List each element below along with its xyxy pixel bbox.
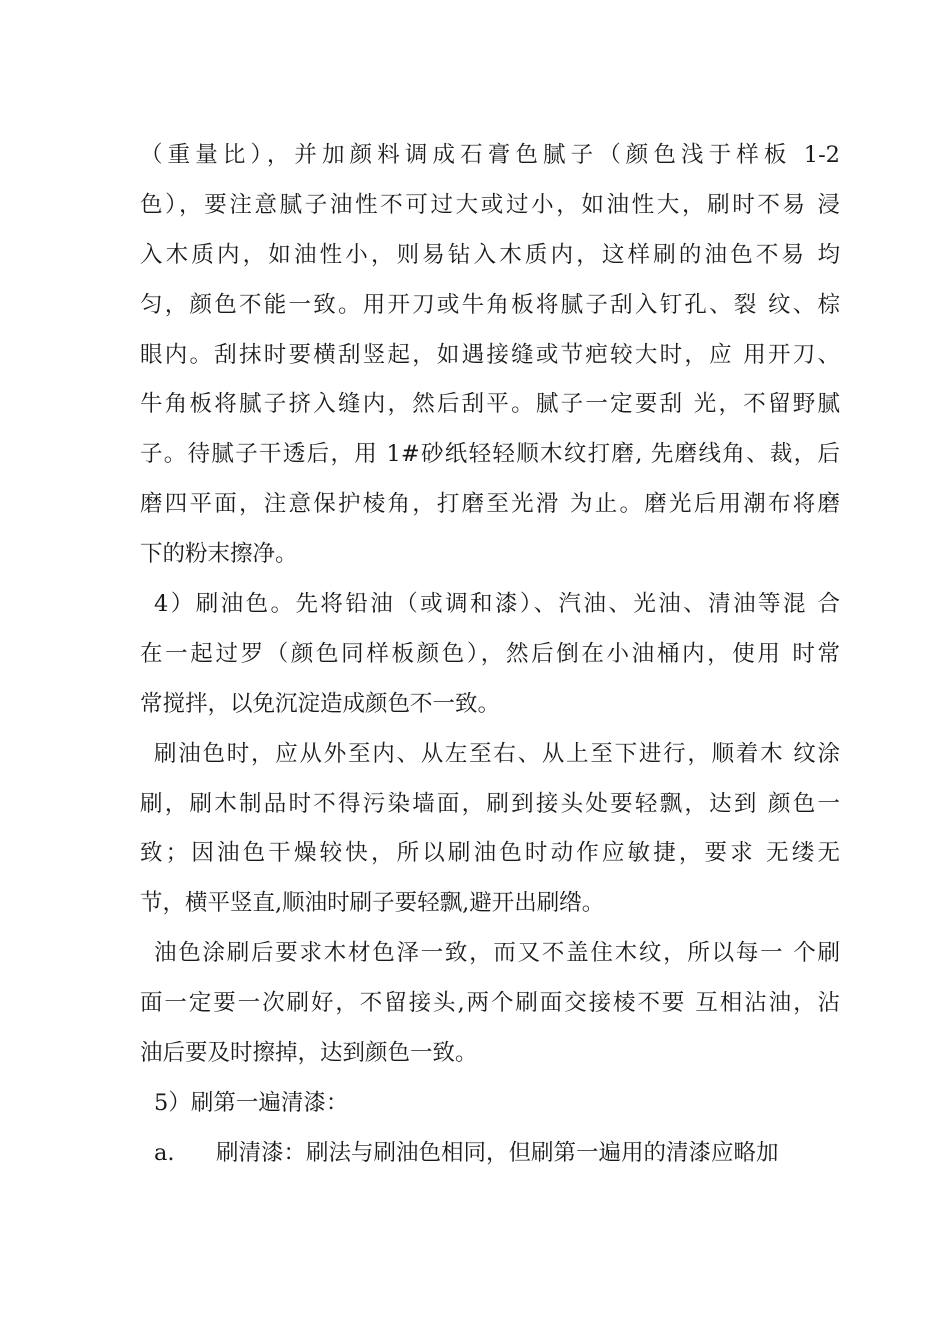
text-line: 面一定要一次刷好，不留接头,两个刷面交接棱不要 互相沾油，沾 <box>140 990 840 1017</box>
text-line: 匀，颜色不能一致。用开刀或牛角板将腻子刮入钉孔、裂 纹、棕 <box>140 291 840 318</box>
paragraph-heading-4: 4）刷油色。先将铅油（或调和漆）、汽油、光油、清油等混 合 <box>154 591 840 618</box>
text-line: 刷，刷木制品时不得污染墙面，刷到接头处要轻飘，达到 颜色一 <box>140 790 840 817</box>
text-line: 常搅拌，以免沉淀造成颜色不一致。 <box>140 690 501 717</box>
text-line: 致；因油色干燥较快，所以刷油色时动作应敏捷，要求 无缕无 <box>140 840 840 867</box>
paragraph-heading-5: 5）刷第一遍清漆： <box>154 1089 349 1116</box>
text-line: 节，横平竖直,顺油时刷子要轻飘,避开出刷绺。 <box>140 890 605 917</box>
text-line: 牛角板将腻子挤入缝内，然后刮平。腻子一定要刮 光，不留野腻 <box>140 391 840 418</box>
text-line: 油后要及时擦掉，达到颜色一致。 <box>140 1040 478 1067</box>
document-body <box>140 131 840 1179</box>
list-item-a <box>140 1129 840 1179</box>
list-item-marker: a. <box>154 1139 175 1166</box>
text-line: 下的粉末擦净。 <box>140 541 298 568</box>
text-line: 磨四平面，注意保护棱角，打磨至光滑 为止。磨光后用潮布将磨 <box>140 491 840 518</box>
text-line: 色），要注意腻子油性不可过大或过小，如油性大，刷时不易 浸 <box>140 191 840 218</box>
text-line: 在一起过罗（颜色同样板颜色），然后倒在小油桶内，使用 时常 <box>140 640 840 667</box>
text-line: （重量比），并加颜料调成石膏色腻子（颜色浅于样板 1-2 <box>140 142 840 168</box>
paragraph-start: 刷油色时，应从外至内、从左至右、从上至下进行，顺着木 纹涂 <box>154 740 840 767</box>
text-line: 眼内。刮抹时要横刮竖起，如遇接缝或节疤较大时，应 用开刀、 <box>140 341 840 368</box>
paragraph-start: 油色涂刷后要求木材色泽一致，而又不盖住木纹，所以每一 个刷 <box>154 940 840 967</box>
text-line: 子。待腻子干透后，用 1#砂纸轻轻顺木纹打磨, 先磨线角、裁，后 <box>140 441 840 468</box>
text-line: 入木质内，如油性小，则易钻入木质内，这样刷的油色不易 均 <box>140 241 840 268</box>
list-item-text: 刷清漆：刷法与刷油色相同，但刷第一遍用的清漆应略加 <box>216 1139 779 1166</box>
